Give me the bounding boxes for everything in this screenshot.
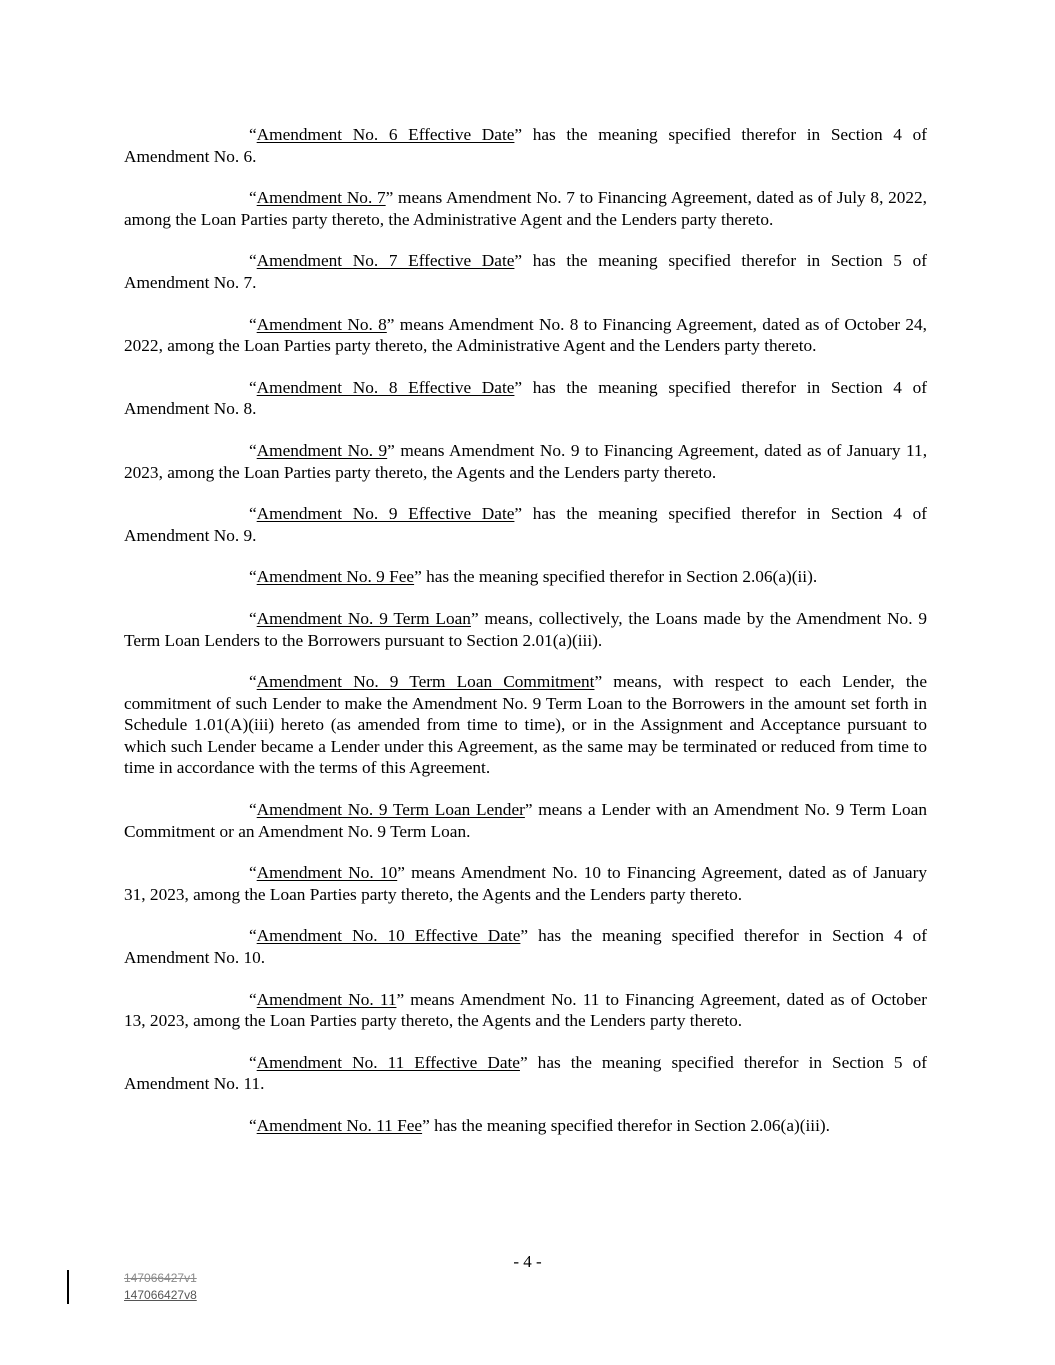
definition-paragraph: “Amendment No. 9 Term Loan Commitment” means, with respect to each Lender, the commitment of such Lender to make the Amendment No. 9 Term Loan to the Borrowers in the amount set forth in Schedule 1.01(A)(iii) hereto (as amended from time to time), or in the Assignment and Acceptance pursuant to which such Lender became a Lender under this Agreement, as the same may be terminated or reduced from time to time in accordance with the terms of this Agreement. — [124, 672, 927, 778]
definition-paragraph: “Amendment No. 7 Effective Date” has the meaning specified therefor in Section 5 of Amendment No. 7. — [124, 251, 927, 292]
definition-paragraph: “Amendment No. 7” means Amendment No. 7 to Financing Agreement, dated as of July 8, 2022, among the Loan Parties party thereto, the Administrative Agent and the Lenders party thereto. — [124, 188, 927, 229]
defined-term: Amendment No. 9 Term Loan Lender — [256, 800, 525, 820]
definition-paragraph: “Amendment No. 9 Fee” has the meaning specified therefor in Section 2.06(a)(ii). — [249, 567, 818, 587]
defined-term: Amendment No. 10 — [256, 863, 398, 883]
defined-term: Amendment No. 6 Effective Date — [256, 125, 515, 144]
definition-paragraph: “Amendment No. 9” means Amendment No. 9 to Financing Agreement, dated as of January 11, 2023, among the Loan Parties party thereto, the Agents and the Lenders party thereto. — [124, 440, 928, 482]
defined-term: Amendment No. 9 Term Loan — [256, 608, 471, 628]
revision-change-bar — [67, 1270, 69, 1304]
definition-paragraph: “Amendment No. 10 Effective Date” has the meaning specified therefor in Section 4 of Amendment No. 10. — [124, 926, 927, 968]
defined-term: Amendment No. 9 — [256, 440, 388, 460]
defined-term: Amendment No. 7 — [256, 188, 386, 208]
definition-paragraph: “Amendment No. 11 Effective Date” has the meaning specified therefor in Section 5 of Amendment No. 11. — [124, 1052, 927, 1094]
definition-paragraph: “Amendment No. 11 Fee” has the meaning specified therefor in Section 2.06(a)(iii). — [249, 1116, 830, 1135]
defined-term: Amendment No. 9 Fee — [256, 567, 415, 587]
defined-term: Amendment No. 7 Effective Date — [256, 251, 515, 271]
defined-term: Amendment No. 11 Fee — [256, 1116, 423, 1135]
definition-paragraph: “Amendment No. 8 Effective Date” has the meaning specified therefor in Section 4 of Amendment No. 8. — [124, 377, 927, 419]
definition-paragraph: “Amendment No. 11” means Amendment No. 11 to Financing Agreement, dated as of October 13, 2023, among the Loan Parties party thereto, the Agents and the Lenders party thereto. — [124, 989, 927, 1031]
definition-paragraph: “Amendment No. 9 Effective Date” has the meaning specified therefor in Section 4 of Amendment No. 9. — [124, 504, 927, 545]
page-number: - 4 - — [513, 1252, 542, 1271]
definition-paragraph: “Amendment No. 9 Term Loan” means, collectively, the Loans made by the Amendment No. 9 Term Loan Lenders to the Borrowers pursuant to Section 2.01(a)(iii). — [124, 608, 927, 650]
deleted-document-id: 147066427v1 — [124, 1271, 197, 1285]
defined-term: Amendment No. 8 — [256, 314, 387, 334]
definition-paragraph: “Amendment No. 6 Effective Date” has the meaning specified therefor in Section 4 of Amendment No. 6. — [124, 125, 927, 166]
defined-term: Amendment No. 9 Effective Date — [256, 504, 515, 524]
definition-paragraph: “Amendment No. 10” means Amendment No. 10 to Financing Agreement, dated as of January 31, 2023, among the Loan Parties party thereto, the Agents and the Lenders party thereto. — [124, 863, 927, 904]
defined-term: Amendment No. 10 Effective Date — [256, 926, 521, 946]
defined-term: Amendment No. 11 — [256, 989, 397, 1009]
defined-term: Amendment No. 11 Effective Date — [256, 1052, 520, 1072]
defined-term: Amendment No. 8 Effective Date — [256, 377, 515, 397]
inserted-document-id: 147066427v8 — [124, 1288, 197, 1302]
definition-paragraph: “Amendment No. 8” means Amendment No. 8 to Financing Agreement, dated as of October 24, 2022, among the Loan Parties party thereto, the Administrative Agent and the Lenders party thereto. — [124, 314, 927, 356]
defined-term: Amendment No. 9 Term Loan Commitment — [256, 672, 595, 692]
definition-paragraph: “Amendment No. 9 Term Loan Lender” means a Lender with an Amendment No. 9 Term Loan Commitment or an Amendment No. 9 Term Loan. — [124, 800, 927, 841]
definitions-list — [124, 124, 927, 1157]
